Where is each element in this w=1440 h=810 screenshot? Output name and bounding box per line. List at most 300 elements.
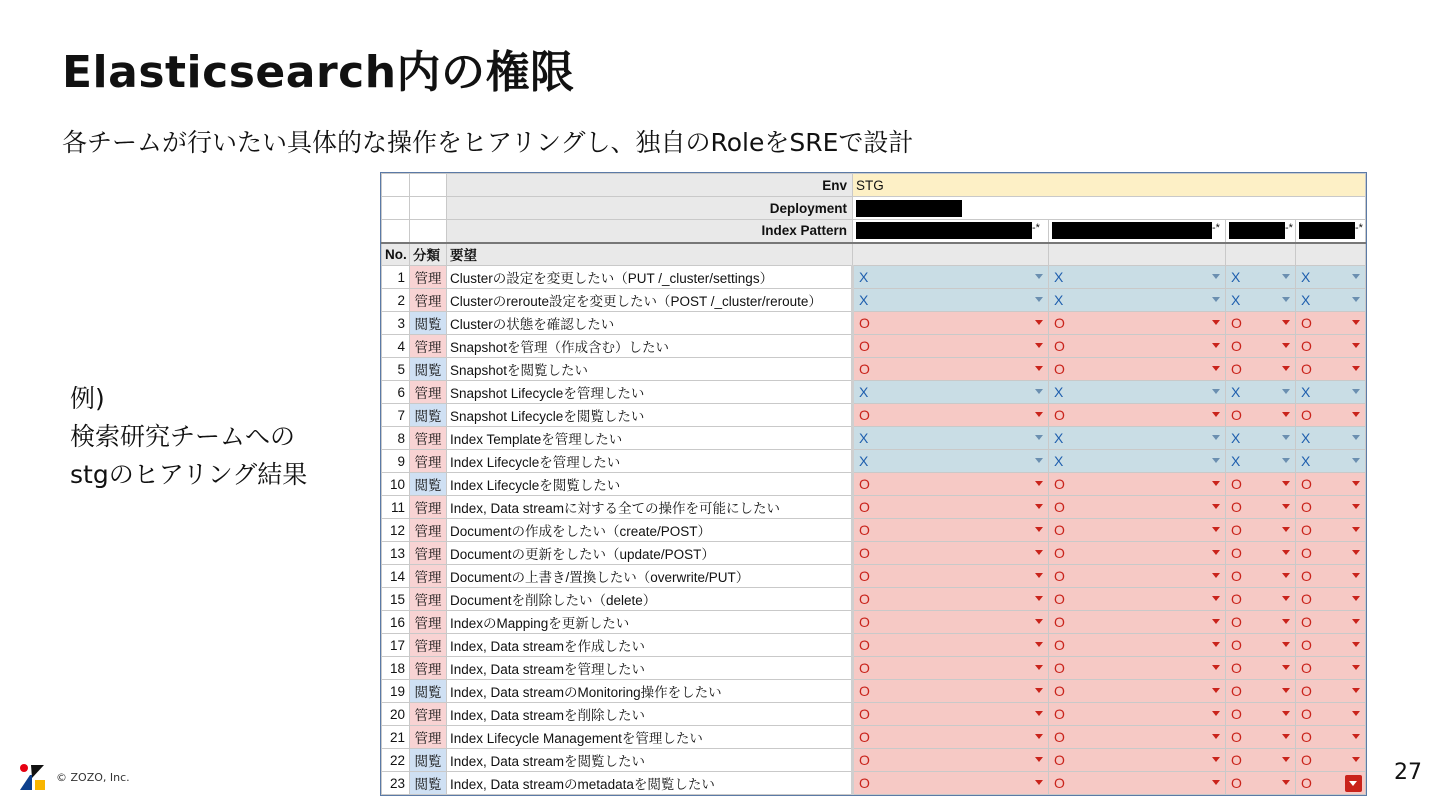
permission-dropdown[interactable] — [1296, 611, 1366, 634]
row-category: 管理 — [410, 588, 447, 611]
slide-subtitle: 各チームが行いたい具体的な操作をヒアリングし、独自のRoleをSREで設計 — [62, 128, 914, 157]
permission-value: O — [1054, 775, 1065, 791]
dropdown-caret-icon[interactable] — [1352, 435, 1360, 440]
permission-dropdown[interactable] — [853, 289, 1049, 312]
permission-dropdown[interactable] — [1296, 312, 1366, 335]
permission-value: O — [1231, 683, 1242, 699]
permission-dropdown[interactable] — [1226, 427, 1296, 450]
dropdown-caret-icon[interactable] — [1282, 619, 1290, 624]
pattern-suffix: -* — [1212, 222, 1220, 235]
row-request: Index Lifecycle Managementを管理したい — [447, 726, 853, 749]
dropdown-caret-icon[interactable] — [1282, 596, 1290, 601]
permission-dropdown[interactable] — [1296, 726, 1366, 749]
dropdown-caret-icon[interactable] — [1212, 435, 1220, 440]
dropdown-caret-icon[interactable] — [1282, 320, 1290, 325]
permission-dropdown[interactable] — [853, 381, 1049, 404]
permission-dropdown[interactable] — [1049, 588, 1226, 611]
permission-dropdown[interactable] — [1226, 358, 1296, 381]
permission-dropdown[interactable] — [1296, 542, 1366, 565]
permission-dropdown[interactable] — [1296, 749, 1366, 772]
permission-dropdown[interactable] — [853, 404, 1049, 427]
permission-dropdown[interactable] — [1049, 772, 1226, 795]
permission-dropdown[interactable] — [1049, 427, 1226, 450]
dropdown-caret-icon[interactable] — [1352, 412, 1360, 417]
index-pattern-3[interactable] — [1226, 220, 1296, 243]
dropdown-caret-icon[interactable] — [1345, 775, 1362, 792]
table-row — [382, 289, 1366, 312]
dropdown-caret-icon[interactable] — [1212, 688, 1220, 693]
row-category: 管理 — [410, 335, 447, 358]
permission-value: O — [859, 545, 870, 561]
permission-dropdown[interactable] — [1049, 565, 1226, 588]
index-pattern-4[interactable] — [1296, 220, 1366, 243]
permission-dropdown[interactable] — [1296, 404, 1366, 427]
permission-value: X — [859, 292, 869, 308]
dropdown-caret-icon[interactable] — [1352, 504, 1360, 509]
permission-dropdown[interactable] — [853, 726, 1049, 749]
permission-dropdown[interactable] — [1226, 749, 1296, 772]
permission-value: O — [1231, 499, 1242, 515]
env-value[interactable]: STG — [853, 174, 1366, 197]
permission-value: O — [1301, 407, 1312, 423]
permission-dropdown[interactable] — [1049, 749, 1226, 772]
row-category: 管理 — [410, 611, 447, 634]
permission-value: O — [1054, 683, 1065, 699]
permission-value: O — [859, 568, 870, 584]
permission-dropdown[interactable] — [1226, 450, 1296, 473]
dropdown-caret-icon[interactable] — [1352, 619, 1360, 624]
dropdown-caret-icon[interactable] — [1352, 550, 1360, 555]
permission-value: O — [859, 706, 870, 722]
dropdown-caret-icon[interactable] — [1212, 343, 1220, 348]
row-category: 閲覧 — [410, 358, 447, 381]
permission-dropdown[interactable] — [1049, 703, 1226, 726]
dropdown-caret-icon[interactable] — [1035, 343, 1043, 348]
redacted-block — [1229, 222, 1285, 239]
permission-value: O — [1301, 361, 1312, 377]
permission-dropdown[interactable] — [1226, 703, 1296, 726]
dropdown-caret-icon[interactable] — [1282, 389, 1290, 394]
permission-value: O — [1231, 338, 1242, 354]
permission-dropdown[interactable] — [1226, 473, 1296, 496]
permission-value: X — [1301, 292, 1311, 308]
dropdown-caret-icon[interactable] — [1212, 274, 1220, 279]
permission-dropdown[interactable] — [1049, 519, 1226, 542]
header-blank — [1226, 243, 1296, 266]
table-row — [382, 335, 1366, 358]
permission-value: O — [1054, 545, 1065, 561]
permission-dropdown[interactable] — [1049, 381, 1226, 404]
permission-dropdown[interactable] — [1296, 289, 1366, 312]
permission-dropdown[interactable] — [1226, 565, 1296, 588]
dropdown-caret-icon[interactable] — [1352, 458, 1360, 463]
table-row — [382, 519, 1366, 542]
row-category: 管理 — [410, 657, 447, 680]
dropdown-caret-icon[interactable] — [1212, 320, 1220, 325]
permission-dropdown[interactable] — [1049, 657, 1226, 680]
permission-value: O — [1301, 660, 1312, 676]
row-request: Index, Data streamのmetadataを閲覧したい — [447, 772, 853, 795]
permission-dropdown[interactable] — [1049, 266, 1226, 289]
permission-value: O — [1301, 775, 1312, 791]
permission-dropdown[interactable] — [1296, 358, 1366, 381]
permission-dropdown[interactable] — [1296, 473, 1366, 496]
dropdown-caret-icon[interactable] — [1212, 619, 1220, 624]
row-request: Index, Data streamを削除したい — [447, 703, 853, 726]
permission-value: O — [1301, 522, 1312, 538]
dropdown-caret-icon[interactable] — [1212, 780, 1220, 785]
permission-value: O — [859, 499, 870, 515]
dropdown-caret-icon[interactable] — [1352, 274, 1360, 279]
permission-value: O — [859, 752, 870, 768]
permission-dropdown[interactable] — [1049, 473, 1226, 496]
row-category: 管理 — [410, 381, 447, 404]
permission-dropdown[interactable] — [1296, 565, 1366, 588]
row-request: Clusterの設定を変更したい（PUT /_cluster/settings） — [447, 266, 853, 289]
permission-dropdown[interactable] — [1226, 496, 1296, 519]
dropdown-caret-icon[interactable] — [1035, 389, 1043, 394]
permission-dropdown[interactable] — [853, 358, 1049, 381]
row-category: 管理 — [410, 703, 447, 726]
row-request: Index Lifecycleを管理したい — [447, 450, 853, 473]
dropdown-caret-icon[interactable] — [1212, 458, 1220, 463]
dropdown-caret-icon[interactable] — [1282, 642, 1290, 647]
deployment-value[interactable] — [853, 197, 1366, 220]
dropdown-caret-icon[interactable] — [1212, 504, 1220, 509]
permission-dropdown[interactable] — [1049, 611, 1226, 634]
permission-dropdown[interactable] — [853, 496, 1049, 519]
permission-dropdown[interactable] — [853, 634, 1049, 657]
redacted-block — [856, 222, 1032, 239]
permission-dropdown[interactable] — [1049, 289, 1226, 312]
dropdown-caret-icon[interactable] — [1212, 734, 1220, 739]
dropdown-caret-icon[interactable] — [1035, 504, 1043, 509]
permission-dropdown[interactable] — [1296, 680, 1366, 703]
permission-dropdown[interactable] — [1226, 404, 1296, 427]
dropdown-caret-icon[interactable] — [1282, 435, 1290, 440]
dropdown-caret-icon[interactable] — [1352, 711, 1360, 716]
permission-dropdown[interactable] — [1049, 542, 1226, 565]
dropdown-caret-icon[interactable] — [1035, 665, 1043, 670]
permission-dropdown[interactable] — [1226, 611, 1296, 634]
dropdown-caret-icon[interactable] — [1282, 665, 1290, 670]
dropdown-caret-icon[interactable] — [1212, 642, 1220, 647]
row-request: Documentの上書き/置換したい（overwrite/PUT） — [447, 565, 853, 588]
dropdown-caret-icon[interactable] — [1352, 481, 1360, 486]
row-category: 管理 — [410, 542, 447, 565]
permission-dropdown[interactable] — [853, 542, 1049, 565]
dropdown-caret-icon[interactable] — [1352, 596, 1360, 601]
permission-value: X — [1054, 292, 1064, 308]
dropdown-caret-icon[interactable] — [1035, 757, 1043, 762]
row-category: 閲覧 — [410, 772, 447, 795]
dropdown-caret-icon[interactable] — [1035, 412, 1043, 417]
permission-dropdown[interactable] — [853, 703, 1049, 726]
dropdown-caret-icon[interactable] — [1212, 389, 1220, 394]
note-line: stgのヒアリング結果 — [70, 460, 308, 489]
dropdown-caret-icon[interactable] — [1212, 297, 1220, 302]
row-category: 管理 — [410, 450, 447, 473]
dropdown-caret-icon[interactable] — [1352, 573, 1360, 578]
permission-dropdown[interactable] — [1226, 266, 1296, 289]
row-number: 19 — [382, 680, 410, 703]
permission-value: O — [859, 591, 870, 607]
index-pattern-1[interactable] — [853, 220, 1049, 243]
permission-dropdown[interactable] — [1049, 450, 1226, 473]
permission-dropdown[interactable] — [1226, 289, 1296, 312]
permission-dropdown[interactable] — [1049, 726, 1226, 749]
permission-value: O — [1231, 361, 1242, 377]
dropdown-caret-icon[interactable] — [1282, 688, 1290, 693]
dropdown-caret-icon[interactable] — [1282, 458, 1290, 463]
permission-dropdown[interactable] — [1049, 634, 1226, 657]
permission-value: O — [1301, 706, 1312, 722]
dropdown-caret-icon[interactable] — [1282, 734, 1290, 739]
permission-value: O — [859, 775, 870, 791]
dropdown-caret-icon[interactable] — [1352, 320, 1360, 325]
permission-dropdown[interactable] — [1226, 542, 1296, 565]
permission-dropdown[interactable] — [1049, 358, 1226, 381]
dropdown-caret-icon[interactable] — [1352, 297, 1360, 302]
permission-dropdown[interactable] — [853, 772, 1049, 795]
dropdown-caret-icon[interactable] — [1352, 343, 1360, 348]
dropdown-caret-icon[interactable] — [1282, 757, 1290, 762]
permission-dropdown[interactable] — [853, 335, 1049, 358]
table-row — [382, 634, 1366, 657]
permission-dropdown[interactable] — [853, 680, 1049, 703]
row-number: 16 — [382, 611, 410, 634]
permission-dropdown[interactable] — [853, 749, 1049, 772]
dropdown-caret-icon[interactable] — [1035, 527, 1043, 532]
table-row — [382, 404, 1366, 427]
permission-value: X — [1054, 384, 1064, 400]
permission-table — [381, 173, 1366, 795]
dropdown-caret-icon[interactable] — [1212, 665, 1220, 670]
permission-value: O — [1231, 729, 1242, 745]
dropdown-caret-icon[interactable] — [1035, 274, 1043, 279]
permission-value: O — [1231, 315, 1242, 331]
dropdown-caret-icon[interactable] — [1352, 757, 1360, 762]
dropdown-caret-icon[interactable] — [1212, 550, 1220, 555]
dropdown-caret-icon[interactable] — [1352, 642, 1360, 647]
dropdown-caret-icon[interactable] — [1282, 504, 1290, 509]
row-category: 閲覧 — [410, 680, 447, 703]
row-request: Snapshotを閲覧したい — [447, 358, 853, 381]
dropdown-caret-icon[interactable] — [1282, 481, 1290, 486]
permission-dropdown[interactable] — [1226, 381, 1296, 404]
row-request: Index Templateを管理したい — [447, 427, 853, 450]
dropdown-caret-icon[interactable] — [1282, 780, 1290, 785]
dropdown-caret-icon[interactable] — [1212, 596, 1220, 601]
permission-value: O — [859, 660, 870, 676]
dropdown-caret-icon[interactable] — [1035, 780, 1043, 785]
row-request: Snapshot Lifecycleを管理したい — [447, 381, 853, 404]
page-number: 27 — [1394, 760, 1422, 785]
dropdown-caret-icon[interactable] — [1282, 343, 1290, 348]
dropdown-caret-icon[interactable] — [1035, 320, 1043, 325]
permission-value: O — [1231, 591, 1242, 607]
row-number: 3 — [382, 312, 410, 335]
dropdown-caret-icon[interactable] — [1035, 366, 1043, 371]
permission-dropdown[interactable] — [1296, 496, 1366, 519]
dropdown-caret-icon[interactable] — [1352, 366, 1360, 371]
permission-value: O — [1231, 637, 1242, 653]
permission-dropdown[interactable] — [1296, 427, 1366, 450]
permission-dropdown[interactable] — [853, 427, 1049, 450]
table-row — [382, 680, 1366, 703]
permission-dropdown[interactable] — [1296, 657, 1366, 680]
row-number: 6 — [382, 381, 410, 404]
dropdown-caret-icon[interactable] — [1282, 366, 1290, 371]
permission-value: X — [859, 430, 869, 446]
dropdown-caret-icon[interactable] — [1282, 297, 1290, 302]
dropdown-caret-icon[interactable] — [1282, 711, 1290, 716]
permission-dropdown[interactable] — [1226, 519, 1296, 542]
permission-value: O — [1301, 614, 1312, 630]
permission-dropdown[interactable] — [853, 657, 1049, 680]
dropdown-caret-icon[interactable] — [1352, 734, 1360, 739]
table-row — [382, 358, 1366, 381]
dropdown-caret-icon[interactable] — [1212, 711, 1220, 716]
dropdown-caret-icon[interactable] — [1282, 527, 1290, 532]
dropdown-caret-icon[interactable] — [1035, 596, 1043, 601]
dropdown-caret-icon[interactable] — [1352, 665, 1360, 670]
row-request: Index Lifecycleを閲覧したい — [447, 473, 853, 496]
footer — [18, 763, 130, 791]
dropdown-caret-icon[interactable] — [1212, 366, 1220, 371]
permission-dropdown[interactable] — [1296, 266, 1366, 289]
table-row — [382, 542, 1366, 565]
table-row — [382, 726, 1366, 749]
index-pattern-label: Index Pattern — [447, 220, 853, 243]
permission-dropdown[interactable] — [853, 473, 1049, 496]
permission-dropdown[interactable] — [1226, 726, 1296, 749]
permission-dropdown[interactable] — [1049, 496, 1226, 519]
permission-dropdown[interactable] — [1226, 657, 1296, 680]
permission-value: O — [1301, 591, 1312, 607]
permission-dropdown[interactable] — [853, 266, 1049, 289]
permission-dropdown[interactable] — [1296, 634, 1366, 657]
permission-dropdown[interactable] — [1296, 772, 1366, 795]
permission-dropdown[interactable] — [1049, 404, 1226, 427]
permission-dropdown[interactable] — [853, 312, 1049, 335]
row-number: 5 — [382, 358, 410, 381]
header-blank — [410, 174, 447, 197]
dropdown-caret-icon[interactable] — [1282, 274, 1290, 279]
permission-dropdown[interactable] — [1296, 588, 1366, 611]
permission-dropdown[interactable] — [853, 450, 1049, 473]
row-number: 23 — [382, 772, 410, 795]
header-blank — [1296, 243, 1366, 266]
permission-dropdown[interactable] — [1296, 335, 1366, 358]
permission-dropdown[interactable] — [853, 519, 1049, 542]
dropdown-caret-icon[interactable] — [1035, 642, 1043, 647]
permission-value: X — [1231, 453, 1241, 469]
row-request: Documentの作成をしたい（create/POST） — [447, 519, 853, 542]
dropdown-caret-icon[interactable] — [1035, 297, 1043, 302]
dropdown-caret-icon[interactable] — [1212, 412, 1220, 417]
dropdown-caret-icon[interactable] — [1352, 688, 1360, 693]
header-blank — [382, 174, 410, 197]
dropdown-caret-icon[interactable] — [1035, 458, 1043, 463]
permission-dropdown[interactable] — [1049, 312, 1226, 335]
row-number: 21 — [382, 726, 410, 749]
permission-dropdown[interactable] — [1226, 680, 1296, 703]
dropdown-caret-icon[interactable] — [1282, 412, 1290, 417]
permission-value: O — [1054, 706, 1065, 722]
table-row — [382, 657, 1366, 680]
dropdown-caret-icon[interactable] — [1035, 711, 1043, 716]
row-number: 8 — [382, 427, 410, 450]
index-pattern-2[interactable] — [1049, 220, 1226, 243]
permission-dropdown[interactable] — [853, 565, 1049, 588]
permission-value: O — [859, 729, 870, 745]
dropdown-caret-icon[interactable] — [1212, 481, 1220, 486]
header-blank — [410, 197, 447, 220]
dropdown-caret-icon[interactable] — [1035, 435, 1043, 440]
permission-value: O — [1301, 637, 1312, 653]
table-row — [382, 703, 1366, 726]
permission-dropdown[interactable] — [1296, 519, 1366, 542]
dropdown-caret-icon[interactable] — [1282, 573, 1290, 578]
dropdown-caret-icon[interactable] — [1282, 550, 1290, 555]
permission-value: O — [1054, 522, 1065, 538]
dropdown-caret-icon[interactable] — [1352, 389, 1360, 394]
dropdown-caret-icon[interactable] — [1035, 619, 1043, 624]
dropdown-caret-icon[interactable] — [1035, 481, 1043, 486]
permission-value: X — [1231, 292, 1241, 308]
permission-value: X — [859, 453, 869, 469]
permission-dropdown[interactable] — [853, 588, 1049, 611]
dropdown-caret-icon[interactable] — [1035, 734, 1043, 739]
permission-value: O — [1231, 476, 1242, 492]
permission-dropdown[interactable] — [1226, 335, 1296, 358]
permission-dropdown[interactable] — [1226, 772, 1296, 795]
dropdown-caret-icon[interactable] — [1035, 550, 1043, 555]
row-number: 13 — [382, 542, 410, 565]
dropdown-caret-icon[interactable] — [1035, 573, 1043, 578]
permission-dropdown[interactable] — [1296, 703, 1366, 726]
permission-dropdown[interactable] — [1296, 450, 1366, 473]
permission-value: O — [1054, 568, 1065, 584]
row-category: 閲覧 — [410, 312, 447, 335]
row-number: 7 — [382, 404, 410, 427]
dropdown-caret-icon[interactable] — [1212, 573, 1220, 578]
permission-dropdown[interactable] — [1226, 588, 1296, 611]
note-line: 例) — [70, 384, 105, 413]
permission-value: O — [1054, 591, 1065, 607]
column-header-category: 分類 — [410, 243, 447, 266]
permission-dropdown[interactable] — [1049, 680, 1226, 703]
table-row — [382, 749, 1366, 772]
permission-dropdown[interactable] — [1049, 335, 1226, 358]
dropdown-caret-icon[interactable] — [1352, 527, 1360, 532]
permission-dropdown[interactable] — [1226, 634, 1296, 657]
example-note — [70, 380, 307, 494]
permission-dropdown[interactable] — [853, 611, 1049, 634]
permission-value: O — [1301, 752, 1312, 768]
note-line: 検索研究チームへの — [70, 422, 296, 451]
permission-value: O — [1054, 338, 1065, 354]
row-number: 15 — [382, 588, 410, 611]
permission-dropdown[interactable] — [1226, 312, 1296, 335]
permission-value: X — [859, 384, 869, 400]
permission-dropdown[interactable] — [1296, 381, 1366, 404]
dropdown-caret-icon[interactable] — [1212, 527, 1220, 532]
dropdown-caret-icon[interactable] — [1212, 757, 1220, 762]
dropdown-caret-icon[interactable] — [1035, 688, 1043, 693]
permission-value: X — [1054, 430, 1064, 446]
